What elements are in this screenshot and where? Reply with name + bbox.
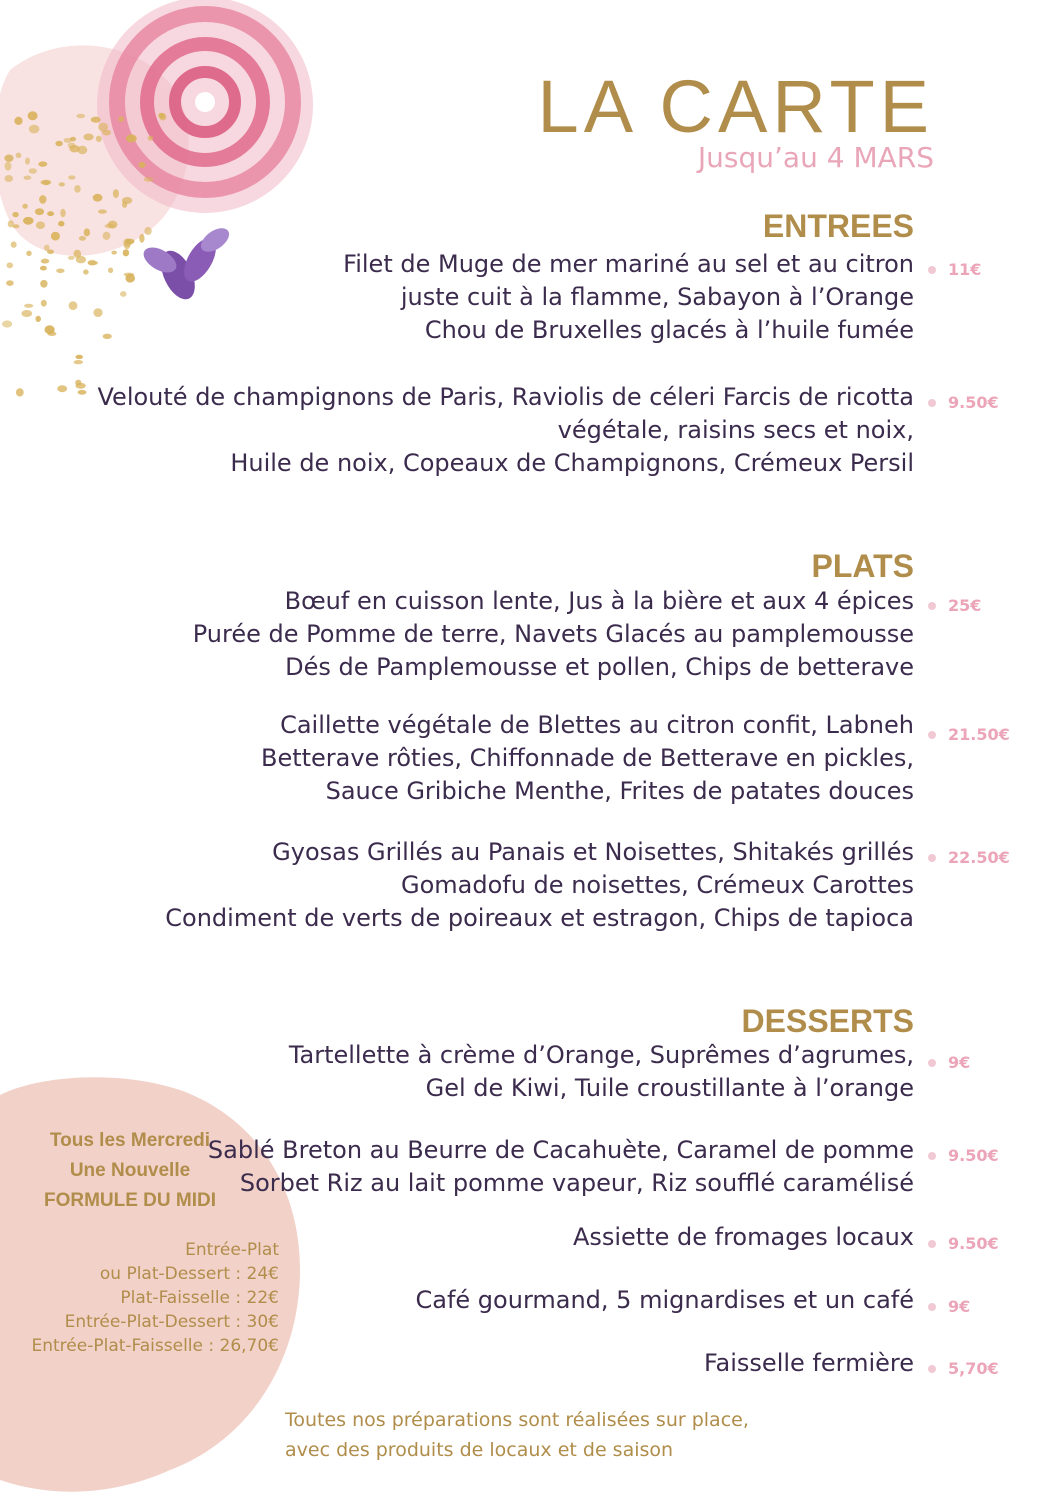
item-line: Faisselle fermière: [703, 1349, 914, 1377]
footer-line: avec des produits de locaux et de saison: [285, 1439, 674, 1461]
promo-headline-line: Tous les Mercredi: [49, 1130, 211, 1151]
gold-dot: [58, 221, 64, 227]
gold-dot: [88, 261, 99, 265]
gold-dot: [108, 268, 113, 274]
gold-dot: [124, 241, 131, 249]
menu-subtitle: Jusqu’au 4 MARS: [697, 141, 934, 174]
menu-item-dessert: [289, 1039, 914, 1105]
gold-dot: [38, 161, 47, 166]
gold-dot: [158, 113, 165, 119]
promo-formula: Entrée-Plat-Faisselle : 26,70€: [31, 1336, 279, 1356]
gold-dot: [23, 217, 34, 225]
bullet-dot: [928, 399, 936, 407]
promo-formula: ou Plat-Dessert : 24€: [99, 1264, 279, 1284]
gold-dot: [96, 136, 102, 142]
gold-dot: [84, 134, 94, 141]
gold-dot: [6, 280, 14, 286]
gold-dot: [16, 388, 24, 396]
promo-formula: Entrée-Plat-Dessert : 30€: [64, 1312, 279, 1332]
bullet-dot: [928, 1365, 936, 1373]
gold-dot: [36, 221, 45, 229]
item-line: Chou de Bruxelles glacés à l’huile fumée: [424, 316, 914, 344]
bullet-dot: [928, 266, 936, 274]
bullet-dot: [928, 854, 936, 862]
item-price: [928, 1148, 999, 1164]
item-price: [928, 1055, 970, 1071]
gold-dot: [25, 158, 30, 165]
gold-dot: [68, 256, 75, 260]
gold-dot: [21, 310, 32, 317]
gold-dot: [11, 241, 17, 247]
gold-dot: [139, 234, 144, 243]
item-price-value: 9.50€: [948, 393, 999, 412]
gold-dot: [78, 390, 87, 395]
gold-dot: [91, 117, 101, 123]
gold-dot: [43, 181, 49, 186]
menu-item-dessert: [416, 1284, 915, 1317]
promo-headline-line: FORMULE DU MIDI: [43, 1190, 217, 1211]
gold-dot: [75, 383, 85, 389]
item-line: Gel de Kiwi, Tuile croustillante à l’orange: [425, 1074, 914, 1102]
gold-dot: [35, 208, 44, 215]
gold-dot: [105, 224, 115, 228]
item-line: Velouté de champignons de Paris, Raviolis de céleri Farcis de ricotta: [97, 383, 914, 411]
item-line: Condiment de verts de poireaux et estragon, Chips de tapioca: [165, 904, 914, 932]
item-price: [928, 262, 981, 278]
gold-dot: [76, 256, 86, 263]
item-price: [928, 395, 999, 411]
item-price-value: 9.50€: [948, 1146, 999, 1165]
item-price: [928, 1361, 999, 1377]
gold-dot: [74, 360, 83, 364]
gold-dot: [2, 320, 12, 327]
item-line: Caillette végétale de Blettes au citron confit, Labneh: [280, 711, 914, 739]
item-price: [928, 598, 981, 614]
item-line: Tartellette à crème d’Orange, Suprêmes d’agrumes,: [288, 1041, 914, 1069]
promo-headline: [20, 1126, 240, 1216]
gold-dot: [7, 262, 14, 268]
promo-formula: Plat-Faisselle : 22€: [120, 1288, 279, 1308]
menu-title: LA CARTE: [537, 65, 934, 148]
gold-dot: [93, 194, 103, 202]
gold-dot: [113, 189, 119, 198]
gold-dot: [47, 250, 54, 255]
item-price-value: 11€: [948, 260, 982, 279]
gold-dot: [125, 274, 135, 283]
bullet-dot: [928, 731, 936, 739]
gold-dot: [111, 251, 117, 255]
section-title-entrees: ENTREES: [762, 208, 914, 244]
gold-dot: [84, 228, 90, 236]
watercolor-rose-decoration: [0, 0, 313, 256]
footer-line: Toutes nos préparations sont réalisées sur place,: [285, 1409, 749, 1431]
gold-dot: [24, 176, 32, 180]
item-line: Purée de Pomme de terre, Navets Glacés au pamplemousse: [192, 620, 914, 648]
gold-dot: [22, 204, 27, 209]
gold-dot: [118, 116, 124, 122]
gold-dot: [59, 182, 65, 186]
item-line: Sablé Breton au Beurre de Cacahuète, Caramel de pomme: [207, 1136, 914, 1164]
gold-dot: [144, 177, 154, 182]
gold-dot: [55, 141, 62, 147]
gold-dot: [79, 236, 86, 241]
gold-dot: [56, 269, 64, 274]
item-price: [928, 1299, 970, 1315]
menu-item-dessert: [208, 1134, 914, 1200]
item-price-value: 22.50€: [948, 848, 1010, 867]
item-line: Gyosas Grillés au Panais et Noisettes, Shitakés grillés: [272, 838, 914, 866]
bullet-dot: [928, 1240, 936, 1248]
item-line: Sorbet Riz au lait pomme vapeur, Riz soufflé caramélisé: [239, 1169, 914, 1197]
menu-item-plat: [165, 836, 914, 935]
menu-item-plat: [193, 585, 914, 684]
gold-dot: [41, 259, 49, 264]
promo-formulas: [32, 1238, 280, 1358]
gold-dot: [51, 232, 60, 241]
gold-dot: [120, 291, 127, 297]
bullet-dot: [928, 602, 936, 610]
gold-dot: [47, 211, 54, 216]
menu-item-dessert: [704, 1347, 914, 1380]
gold-dot: [69, 301, 78, 310]
gold-dot: [13, 224, 20, 228]
gold-dot: [75, 355, 83, 359]
item-line: végétale, raisins secs et noix,: [557, 416, 914, 444]
gold-dot: [144, 227, 151, 235]
promo-headline-line: Une Nouvelle: [69, 1160, 191, 1181]
item-price: [928, 727, 1010, 743]
item-price-value: 25€: [948, 596, 982, 615]
gold-dot: [24, 304, 33, 308]
item-line: juste cuit à la flamme, Sabayon à l’Orange: [400, 283, 914, 311]
bullet-dot: [928, 1059, 936, 1067]
gold-dot: [45, 325, 55, 334]
item-price-value: 9.50€: [948, 1234, 999, 1253]
item-line: Café gourmand, 5 mignardises et un café: [415, 1286, 914, 1314]
gold-dot: [122, 201, 127, 207]
gold-dot: [29, 125, 40, 134]
gold-dot: [93, 308, 102, 317]
bullet-dot: [928, 1303, 936, 1311]
gold-dot: [60, 209, 65, 218]
gold-dot: [16, 153, 22, 159]
gold-dot: [148, 136, 153, 141]
menu-item-entree: [98, 381, 915, 480]
gold-dot: [98, 123, 108, 132]
gold-dot: [76, 114, 85, 118]
gold-dot: [64, 138, 72, 143]
gold-dot: [5, 162, 12, 171]
gold-dot: [14, 117, 22, 125]
gold-dot: [103, 334, 112, 339]
gold-dot: [74, 185, 80, 193]
gold-dot: [12, 212, 18, 217]
section-title-plats: PLATS: [811, 548, 914, 584]
gold-dot: [4, 155, 13, 162]
gold-dot: [68, 175, 75, 179]
item-line: Filet de Muge de mer mariné au sel et au citron: [343, 250, 914, 278]
gold-dot: [123, 249, 129, 256]
item-price-value: 9€: [948, 1053, 971, 1072]
item-price-value: 21.50€: [948, 725, 1010, 744]
gold-dot: [98, 209, 107, 213]
gold-dot: [69, 145, 79, 152]
gold-dot: [40, 280, 47, 288]
item-line: Dés de Pamplemousse et pollen, Chips de betterave: [285, 653, 914, 681]
gold-dot: [41, 300, 47, 307]
promo-formula: Entrée-Plat: [185, 1240, 279, 1260]
item-line: Betterave rôties, Chiffonnade de Betterave en pickles,: [260, 744, 914, 772]
gold-dot: [103, 232, 111, 240]
bullet-dot: [928, 1152, 936, 1160]
gold-dot: [139, 162, 146, 168]
gold-dot: [35, 316, 41, 322]
gold-dot: [57, 385, 67, 392]
gold-dot: [28, 111, 38, 120]
item-line: Bœuf en cuisson lente, Jus à la bière et aux 4 épices: [284, 587, 914, 615]
purple-petals-decoration: [139, 223, 233, 304]
item-line: Sauce Gribiche Menthe, Frites de patates douces: [325, 777, 914, 805]
menu-item-plat: [261, 709, 914, 808]
gold-dot: [29, 168, 37, 174]
item-price: [928, 1236, 999, 1252]
gold-dot: [126, 134, 137, 142]
item-line: Gomadofu de noisettes, Crémeux Carottes: [400, 871, 914, 899]
item-line: Assiette de fromages locaux: [572, 1223, 914, 1251]
gold-dot: [39, 195, 46, 204]
menu-item-entree: [343, 248, 914, 347]
item-price-value: 9€: [948, 1297, 971, 1316]
item-line: Huile de noix, Copeaux de Champignons, Crémeux Persil: [230, 449, 914, 477]
section-title-desserts: DESSERTS: [741, 1003, 914, 1039]
item-price-value: 5,70€: [948, 1359, 999, 1378]
gold-dot: [26, 251, 31, 256]
menu-item-dessert: [573, 1221, 914, 1254]
gold-dot: [5, 175, 13, 182]
item-price: [928, 850, 1010, 866]
gold-dot: [83, 269, 89, 274]
footer-note: [285, 1405, 749, 1465]
gold-dot: [40, 266, 47, 271]
